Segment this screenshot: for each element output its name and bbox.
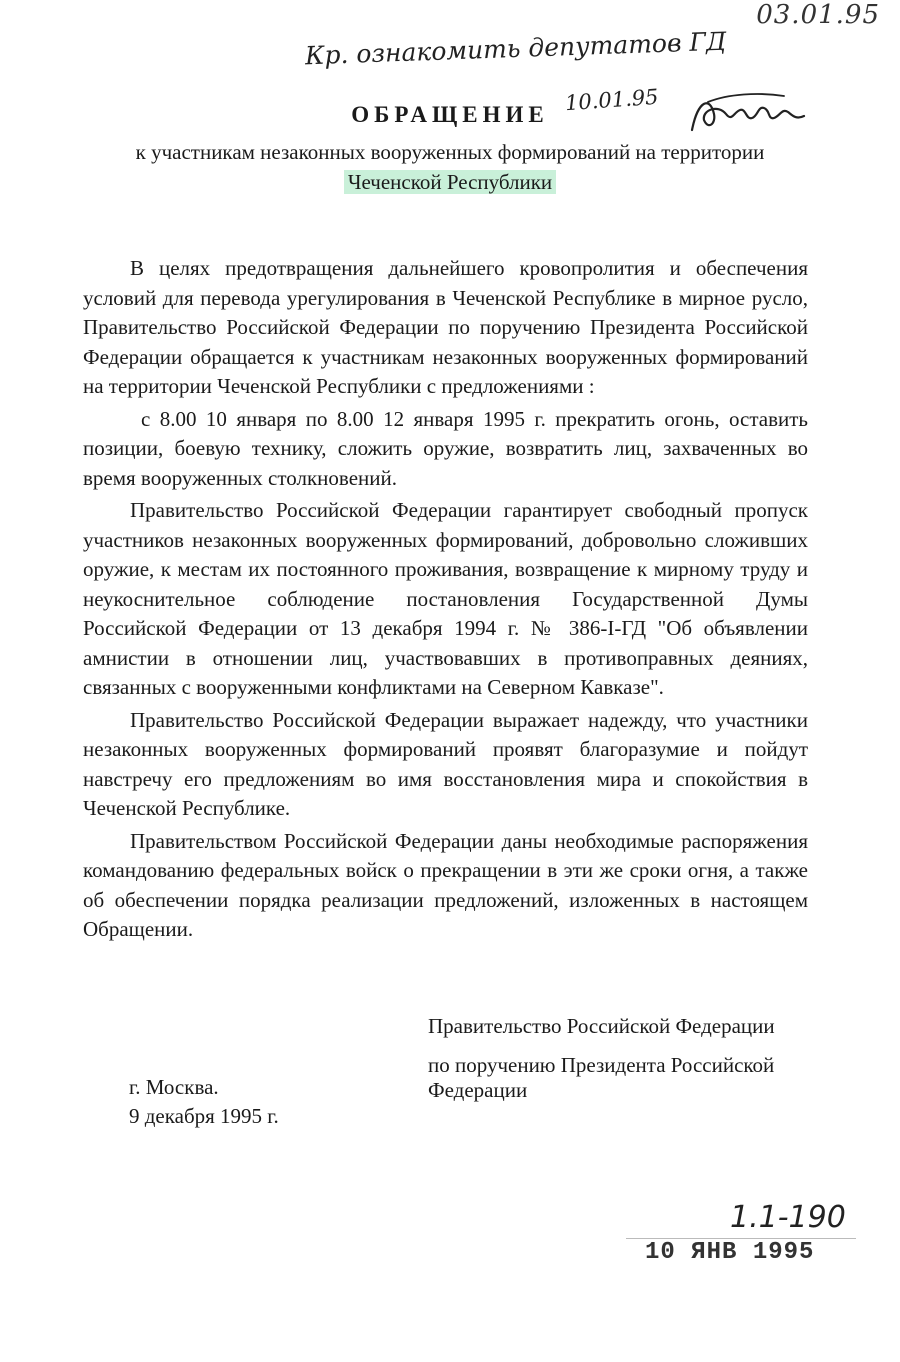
document-body bbox=[83, 254, 808, 948]
body-paragraph: Правительством Российской Федерации даны необходимые распоряжения командованию федеральных войск о прекращении в эти же сроки огня, а также об обеспечении порядка реализации предложений, изложенных в настоящем Обращении. bbox=[83, 828, 808, 941]
body-paragraph: Правительство Российской Федерации гарантирует свободный пропуск участников незаконных вооруженных формирований, добровольно сложивших оружие, к местам их постоянного проживания, возвращение к мирному труду и неукоснительное соблюдение постановления Государственной Думы Российской Федерации от 13 декабря 1994 г. № 386-I-ГД "Об объявлении амнистии в отношении лиц, участвовавших в противоправных деяниях, связанных с вооруженными конфликтами на Северном Кавказе". bbox=[83, 498, 808, 699]
signatory-block bbox=[428, 1014, 820, 1103]
document-subtitle bbox=[0, 137, 900, 197]
handwritten-resolution: Кр. ознакомить депутатов ГД bbox=[304, 26, 727, 71]
signatory-line-1: Правительство Российской Федерации bbox=[428, 1014, 775, 1038]
body-paragraph: В целях предотвращения дальнейшего кровопролития и обеспечения условий для перевода урегулирования в Чеченской Республике в мирное русло, Правительство Российской Федерации по поручению Президента Российской Федерации обращается к участникам незаконных вооруженных формирований на территории Чеченской Республики с предложениями : bbox=[83, 256, 808, 398]
document-date: 9 декабря 1995 г. bbox=[129, 1104, 279, 1128]
place-date-block bbox=[129, 1073, 279, 1131]
subtitle-line-1: к участникам незаконных вооруженных формирований на территории bbox=[135, 140, 765, 164]
corner-date-annotation: 03.01.95 bbox=[756, 0, 880, 30]
document-title: ОБРАЩЕНИЕ bbox=[351, 102, 549, 127]
signatory-line-2: по поручению Президента Российской Федерации bbox=[428, 1053, 775, 1102]
body-paragraph: Правительство Российской Федерации выражает надежду, что участники незаконных вооруженных формирований проявят благоразумие и пойдут навстречу его предложениям во имя восстановления мира и спокойствия в Чеченской Республике. bbox=[83, 707, 808, 820]
subtitle-line-2-highlighted: Чеченской Республики bbox=[344, 170, 556, 194]
date-stamp: 10 ЯНВ 1995 bbox=[645, 1239, 815, 1266]
registration-number: 1.1-190 bbox=[730, 1200, 846, 1235]
resolution-date: 10.01.95 bbox=[564, 84, 660, 116]
place: г. Москва. bbox=[129, 1075, 219, 1099]
body-paragraph: с 8.00 10 января по 8.00 12 января 1995 г. прекратить огонь, оставить позиции, боевую технику, сложить оружие, возвратить лиц, захваченных во время вооруженных столкновений. bbox=[83, 406, 808, 490]
